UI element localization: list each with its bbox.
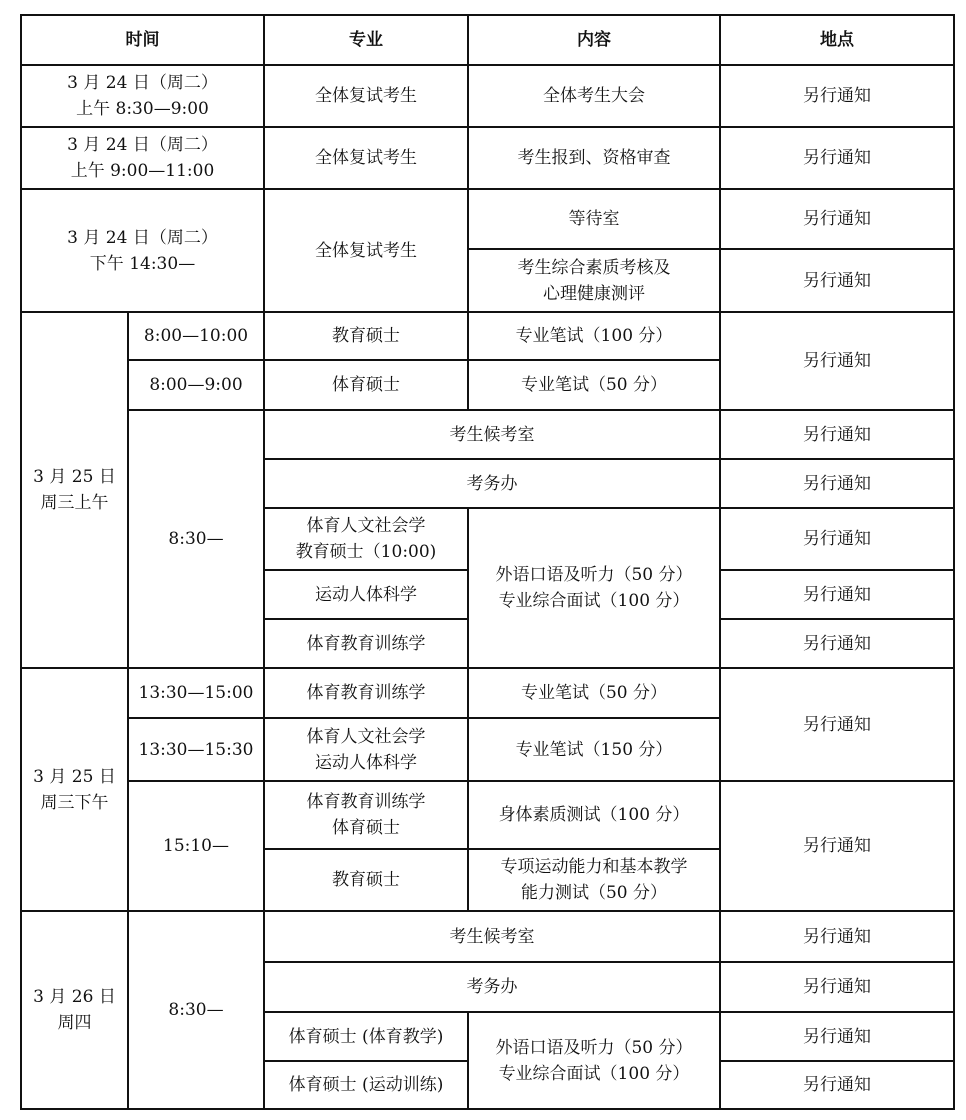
content-cell: 专业笔试（50 分）	[468, 668, 720, 718]
content-cell: 身体素质测试（100 分）	[468, 781, 720, 849]
place-cell: 另行通知	[720, 508, 954, 570]
major-cell: 体育硕士 (体育教学)	[264, 1012, 468, 1061]
time-cell: 3 月 24 日（周二） 下午 14:30—	[21, 189, 264, 312]
content-cell: 考务办	[264, 962, 720, 1012]
time-cell: 8:00—9:00	[128, 360, 264, 410]
major-cell: 体育人文社会学 教育硕士（10:00)	[264, 508, 468, 570]
table-row	[21, 781, 954, 849]
time-cell: 8:00—10:00	[128, 312, 264, 360]
content-cell: 专项运动能力和基本教学 能力测试（50 分）	[468, 849, 720, 911]
header-content: 内容	[468, 15, 720, 65]
major-cell: 体育教育训练学	[264, 668, 468, 718]
place-cell: 另行通知	[720, 459, 954, 508]
place-cell: 另行通知	[720, 570, 954, 619]
day-cell: 3 月 25 日 周三下午	[21, 668, 128, 911]
content-cell: 专业笔试（100 分）	[468, 312, 720, 360]
place-cell: 另行通知	[720, 962, 954, 1012]
table-row	[21, 189, 954, 249]
table-row	[21, 312, 954, 360]
major-cell: 体育教育训练学 体育硕士	[264, 781, 468, 849]
time-cell: 3 月 24 日（周二） 上午 9:00—11:00	[21, 127, 264, 189]
table-row	[21, 911, 954, 962]
time-cell: 13:30—15:00	[128, 668, 264, 718]
table-row	[21, 668, 954, 718]
major-cell: 体育教育训练学	[264, 619, 468, 668]
place-cell: 另行通知	[720, 668, 954, 781]
content-cell: 考生综合素质考核及 心理健康测评	[468, 249, 720, 312]
major-cell: 全体复试考生	[264, 189, 468, 312]
day-cell: 3 月 25 日 周三上午	[21, 312, 128, 668]
major-cell: 教育硕士	[264, 312, 468, 360]
place-cell: 另行通知	[720, 249, 954, 312]
day-cell: 3 月 26 日 周四	[21, 911, 128, 1109]
place-cell: 另行通知	[720, 619, 954, 668]
place-cell: 另行通知	[720, 189, 954, 249]
content-cell: 专业笔试（150 分）	[468, 718, 720, 781]
place-cell: 另行通知	[720, 127, 954, 189]
place-cell: 另行通知	[720, 410, 954, 459]
major-cell: 体育人文社会学 运动人体科学	[264, 718, 468, 781]
content-cell: 等待室	[468, 189, 720, 249]
place-cell: 另行通知	[720, 1061, 954, 1109]
content-cell: 考生候考室	[264, 410, 720, 459]
table-row	[21, 410, 954, 459]
major-cell: 运动人体科学	[264, 570, 468, 619]
time-cell: 13:30—15:30	[128, 718, 264, 781]
place-cell: 另行通知	[720, 65, 954, 127]
major-cell: 体育硕士	[264, 360, 468, 410]
place-cell: 另行通知	[720, 911, 954, 962]
time-cell: 8:30—	[128, 410, 264, 668]
header-place: 地点	[720, 15, 954, 65]
header-major: 专业	[264, 15, 468, 65]
major-cell: 全体复试考生	[264, 127, 468, 189]
content-cell: 外语口语及听力（50 分） 专业综合面试（100 分）	[468, 508, 720, 668]
header-time: 时间	[21, 15, 264, 65]
major-cell: 全体复试考生	[264, 65, 468, 127]
time-cell: 8:30—	[128, 911, 264, 1109]
time-cell: 3 月 24 日（周二） 上午 8:30—9:00	[21, 65, 264, 127]
schedule-table	[20, 14, 955, 1110]
content-cell: 专业笔试（50 分）	[468, 360, 720, 410]
place-cell: 另行通知	[720, 312, 954, 410]
time-cell: 15:10—	[128, 781, 264, 911]
table-row	[21, 127, 954, 189]
place-cell: 另行通知	[720, 1012, 954, 1061]
table-row	[21, 65, 954, 127]
content-cell: 全体考生大会	[468, 65, 720, 127]
header-row	[21, 15, 954, 65]
place-cell: 另行通知	[720, 781, 954, 911]
content-cell: 考生候考室	[264, 911, 720, 962]
major-cell: 体育硕士 (运动训练)	[264, 1061, 468, 1109]
major-cell: 教育硕士	[264, 849, 468, 911]
content-cell: 外语口语及听力（50 分） 专业综合面试（100 分）	[468, 1012, 720, 1109]
content-cell: 考生报到、资格审查	[468, 127, 720, 189]
content-cell: 考务办	[264, 459, 720, 508]
